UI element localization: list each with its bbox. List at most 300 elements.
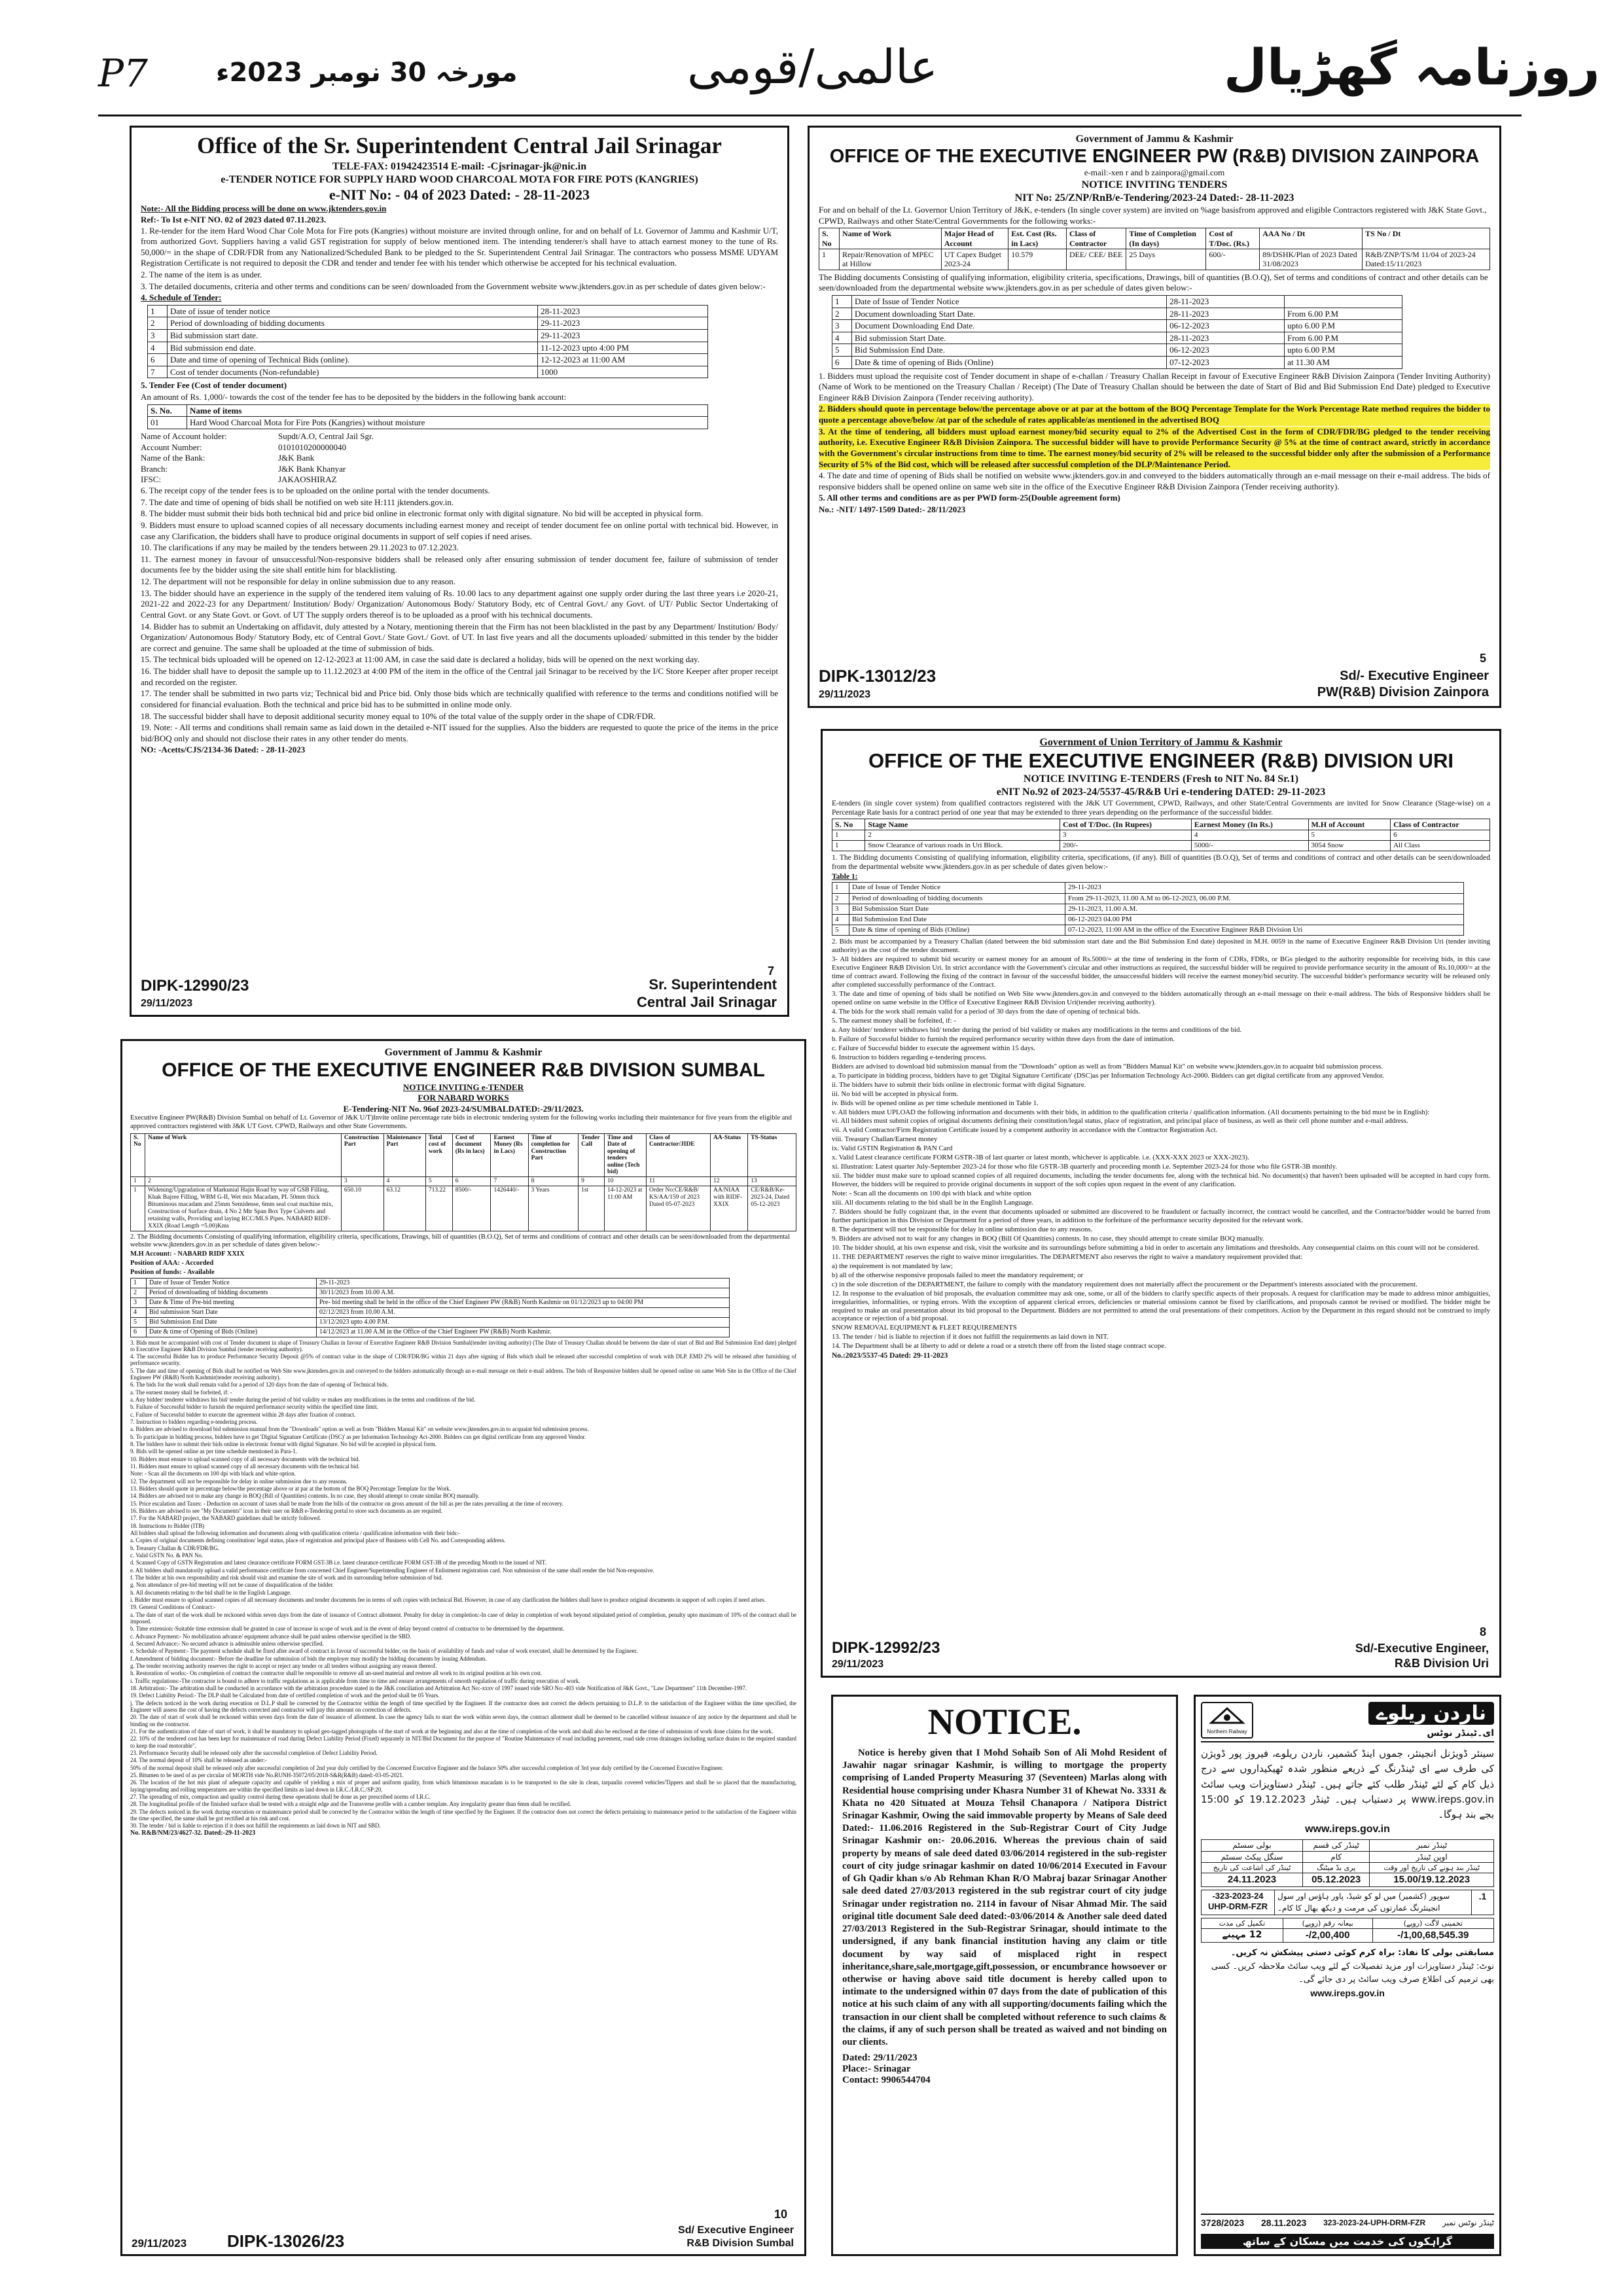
uri-term: c. Failure of Successful bidder to execute the agreement within 15 days. xyxy=(832,1044,1035,1052)
jail-schedule-cell: Cost of tender documents (Non-refundable) xyxy=(168,366,538,378)
rly-h3: بولی سسٹم xyxy=(1202,1840,1303,1851)
zainpora-schedule-cell: 06-12-2023 xyxy=(1167,344,1285,357)
sumbal-col-num: 11 xyxy=(646,1176,710,1186)
sumbal-term: 29. The defects noticed in the work during execution or maintenance period shall be corrected by the Contractor within the length of time specified by the Engineer. If the contractor does not correct the defects pertaining to maintenance period to the satisfaction of the Engineer within the time specified, the same shall be got rectified at his risk and cost. xyxy=(130,1808,796,1822)
jail-schedule-cell: 29-11-2023 xyxy=(538,330,708,342)
sumbal-term: a. The date of start of the work shall be reckoned within seven days from the date of issuance of Contract allotment. Penalty for delay in completion:-In case of delay in completion of work beyond stipulated period of completion, penalty upto maximum of 10% of the contract shall be imposed. xyxy=(130,1611,796,1625)
uri-cell: 200/- xyxy=(1060,841,1191,851)
sumbal-term: 20. The date of start of work shall be reckoned within seven days from the date of issuance of allotment. In case the agency fails to start the work within seven days, the contract allotment shall be deemed to be cancelled without issuance of any notice by the department and shall be binding on the contractor. xyxy=(130,1714,796,1727)
rly-item-no: 1. xyxy=(1472,1890,1494,1915)
sumbal-term: i. Traffic regulations:-The contractor is bound to adhere to traffic regulations as is applicable from time to time and ensure arrangements of smooth regulation of traffic during execution of work. xyxy=(130,1677,580,1684)
col-sno: S. No. xyxy=(148,404,187,417)
jail-para-3: 3. The detailed documents, criteria and other terms and conditions can be seen/ downloaded from the Government website www.jktenders.gov.in as per schedule of dates given below:- xyxy=(141,281,766,291)
rly-period: 12 مہینے xyxy=(1202,1929,1283,1943)
rly-h2: ٹینڈر کی قسم xyxy=(1303,1840,1370,1851)
sumbal-schedule-row xyxy=(131,1327,730,1337)
sumbal-term: 17. For the NABARD project, the NABARD guidelines shall be strictly followed. xyxy=(130,1515,321,1522)
uri-schedule-cell: 29-11-2023, 11.00 A.M. xyxy=(1065,904,1464,914)
uri-schedule-row xyxy=(832,925,1464,936)
sumbal-schedule-cell: 3 xyxy=(131,1298,147,1307)
zainpora-cell: 25 Days xyxy=(1126,249,1206,270)
zainpora-col-head: Name of Work xyxy=(840,228,942,249)
jail-schedule-cell: Bid submission end date. xyxy=(168,342,538,354)
sumbal-pos-funds: Position of funds: - Available xyxy=(130,1268,215,1276)
page-number: P7 xyxy=(98,51,148,96)
railway-note-2: نوٹ: ٹینڈر دستاویزات اور مزید تفصیلات کے لئے ویب سائٹ ملاحظہ کریں۔ کسی بھی ترمیم کی اطلاع صرف ویب سائٹ پر دی جائے گی۔ xyxy=(1211,1961,1494,1985)
jail-schedule-row xyxy=(148,354,708,366)
sumbal-col-head: Time and Date of opening of tenders online (Tech bid) xyxy=(604,1133,646,1176)
zainpora-cell: DEE/ CEE/ BEE xyxy=(1066,249,1126,270)
sumbal-term: 12. The department will not be responsible for delay in online submission due to any reasons. xyxy=(130,1477,348,1485)
sumbal-term: 14. Bidders are advised not to make any change in BOQ (Bill of Quantities) contents. In no case, they should attempt to create similar BOQ manually. xyxy=(130,1492,480,1500)
sumbal-term: 8. The bidders have to submit their bids online in electronic format with digital Signature. No bid will be accepted in physical form. xyxy=(130,1441,437,1448)
jail-fee: An amount of Rs. 1,000/- towards the cost of the tender fee has to be deposited by the bidders in the following bank account: xyxy=(141,392,567,402)
jail-para-2: 2. The name of the item is as under. xyxy=(141,270,262,279)
uri-schedule-cell: Bid Submission Start Date xyxy=(849,904,1065,914)
rly-h1: ٹینڈر نمبر xyxy=(1370,1840,1494,1851)
sumbal-terms xyxy=(130,1339,796,1829)
sumbal-col-head: S. No xyxy=(131,1133,145,1176)
jail-dipk: DIPK-12990/23 xyxy=(141,977,249,995)
uri-term: ix. Valid GSTIN Registration & PAN Card xyxy=(832,1144,953,1153)
sumbal-bidding: 2. The Bidding documents Consisting of qualifying information, eligibility criteria, specifications, Drawings, bill of quantities (B.O.Q), Set of terms and conditions of contract and other details can be seen/downloaded from the departmental website www.jktenders.gov.in as per schedule of dates given below:- xyxy=(130,1233,790,1249)
zainpora-cell: Repair/Renovation of MPEC at Hillow xyxy=(840,249,942,270)
sumbal-term: 11. Bidders must ensure to upload scanned copy of all necessary documents with the technical bid. xyxy=(130,1463,360,1470)
zainpora-schedule-cell: upto 6.00 P.M xyxy=(1285,344,1402,357)
sumbal-term: 19. General Conditions of Contract:- xyxy=(130,1604,216,1611)
jail-bank-value: J&K Bank xyxy=(278,453,315,463)
zainpora-schedule-cell xyxy=(1285,296,1402,308)
rly-published: 24.11.2023 xyxy=(1202,1873,1303,1887)
sumbal-col-num: 12 xyxy=(711,1176,748,1186)
zainpora-schedule-cell: Bid submission Start Date. xyxy=(852,332,1167,344)
rly-emd-label: بیعانہ رقم (روپے) xyxy=(1283,1918,1372,1929)
jail-schedule-cell: Date and time of opening of Technical Bids (online). xyxy=(168,354,538,366)
jail-bank-label: Branch: xyxy=(141,463,168,474)
uri-term: 4. The bids for the work shall remain valid for a period of 30 days from the date of opening of technical bids. xyxy=(832,1008,1141,1016)
sumbal-signatory xyxy=(678,2224,794,2250)
sumbal-col-num: 4 xyxy=(383,1176,425,1186)
sumbal-term: h. All documents relating to the bid shall be in the English Language. xyxy=(130,1589,291,1596)
zainpora-schedule-cell: 28-11-2023 xyxy=(1167,308,1285,320)
jail-signatory xyxy=(637,976,777,1011)
zainpora-govt: Government of Jammu & Kashmir xyxy=(1075,133,1234,145)
sumbal-cell: Order No:CE/R&B/ KS/AA/159 of 2023 Dated 05-07-2023 xyxy=(646,1186,710,1231)
jail-bank-row xyxy=(141,464,778,475)
zainpora-nit: NIT No: 25/ZNP/RnB/e-Tendering/2023-24 Dated:- 28-11-2023 xyxy=(1014,192,1294,203)
sumbal-cell: 63.12 xyxy=(383,1186,425,1231)
sumbal-col-head: Time of completion for Construction Part xyxy=(528,1133,578,1176)
sumbal-for: FOR NABARD WORKS xyxy=(418,1093,509,1103)
sumbal-term: 3. Bids must be accompanied with cost of Tender document in shape of Treasury Challan in favour of Executive Engineer R&B Division Sumbal(tender inviting authority) (The Date of Treasury Challan should be between the date of start of Bid and Bid Submission End date) pledged to Executive Engineer R&B Division Sumbal (tender receiving authority). xyxy=(130,1339,796,1352)
uri-term: 3. The date and time of opening of bids shall be notified on Web Site www.jktenders.gov.in and conveyed to the bidders automatically through an e-mail message on their e-mail address. The bids of Responsive bidders shall be opened online on same website in the Office of Executive Engineer R&B Division Uri(tender receiving authority). xyxy=(832,990,1490,1007)
sumbal-col-head: Construction Part xyxy=(341,1133,383,1176)
sumbal-schedule-cell: Period of downloading of bidding documents xyxy=(147,1288,317,1298)
uri-term: 11. THE DEPARTMENT reserves the right to waive minor irregularities. The DEPARTMENT also reserves the right to waive a mandatory requirement provided that: xyxy=(832,1252,1303,1261)
jail-term: 7. The date and time of opening of bids shall be notified on web site H:111 jktenders.gov.in. xyxy=(141,497,454,507)
uri-date: 29/11/2023 xyxy=(832,1659,884,1670)
uri-col-num: 4 xyxy=(1191,830,1308,841)
jail-term: 15. The technical bids uploaded will be opened on 12-12-2023 at 11:00 AM, in case the said date is declared a holiday, bids will be opened on the next working day. xyxy=(141,654,700,665)
jail-bank-details xyxy=(141,431,778,486)
rly-h5: پری بڈ میٹنگ xyxy=(1303,1863,1370,1873)
sumbal-term: 25. Bitumen to be used of as per circular of MORTH vide No.RUNH-35072/05/2018-S&R(R&B) dated:-03-05-2021. xyxy=(130,1771,404,1778)
railway-table xyxy=(1201,1839,1494,1887)
sumbal-col-head: AA-Status xyxy=(711,1133,748,1176)
uri-term: 6. Instruction to bidders regarding e-tendering process. xyxy=(832,1053,987,1061)
uri-schedule-cell: Period of downloading of bidding documents xyxy=(849,893,1065,904)
sumbal-schedule-cell: 29-11-2023 xyxy=(317,1278,730,1288)
sumbal-term: 18. Instructions to Bidder (ITB) xyxy=(130,1522,205,1529)
sumbal-pos-aaa: Position of AAA: - Accorded xyxy=(130,1259,214,1267)
sumbal-schedule-cell: 5 xyxy=(131,1317,147,1327)
sumbal-col-num: 7 xyxy=(491,1176,528,1186)
sumbal-schedule-cell: Bid submission Start Date xyxy=(147,1307,317,1317)
newspaper-name: روزنامہ گھڑیال xyxy=(1224,38,1600,96)
jail-term: 16. The bidder shall have to deposit the sample up to 11.12.2023 at 4:00 PM of the item in the office of the Central jail Srinagar to be received by the I/C Store Keeper after proper receipt and recorded on the register. xyxy=(141,666,778,687)
sumbal-schedule-cell: 14/12/2023 at 11.00 A.M in the Office of the Chief Engineer PW (R&B) North Kashmir. xyxy=(317,1327,730,1337)
jail-term: 18. The successful bidder shall have to deposit additional security money equal to 10% of the total value of the supply order in the shape of CDR/FDR. xyxy=(141,711,656,721)
jail-bank-label: IFSC: xyxy=(141,474,162,485)
jail-schedule-cell: 12-12-2023 at 11:00 AM xyxy=(538,354,708,366)
sumbal-term: 6. The bids for the work shall remain valid for a period of 120 days from the date of opening of Technical bids. xyxy=(130,1381,388,1388)
sumbal-schedule-cell: Pre- bid meeting shall be held in the office of the Chief Engineer PW (R&B) North Kashmir on 01/12/2023 up to 04:00 PM xyxy=(317,1298,730,1307)
rly-tender-no: 323-2023-24-UHP-DRM-FZR xyxy=(1202,1890,1275,1915)
zainpora-col-head: Major Head of Account xyxy=(941,228,1008,249)
railway-logo xyxy=(1201,1702,1253,1739)
sumbal-ref-no: No. R&B/NM/23/4627-32. Dated:-29-11-2023 xyxy=(130,1829,256,1837)
zainpora-notice-head: NOTICE INVITING TENDERS xyxy=(1081,179,1228,190)
uri-term: Note: - Scan all the documents on 100 dpi with black and white option xyxy=(832,1190,1031,1198)
zainpora-ref-no: No.: -NIT/ 1497-1509 Dated:- 28/11/2023 xyxy=(819,504,966,515)
uri-term: SNOW REMOVAL EQUIPMENT & FLEET REQUIREMENTS xyxy=(832,1324,1017,1332)
jail-bank-value: J&K Bank Khanyar xyxy=(278,463,346,474)
zainpora-title: OFFICE OF THE EXECUTIVE ENGINEER PW (R&B) DIVISION ZAINPORA xyxy=(829,146,1480,167)
uri-intro: E-tenders (in single cover system) from qualified contractors registered with the J&K UT Government, CPWD, Railways, and other State/Central Governments are invited for Snow Clearance (Stage-wise) on a Percentage Rate basis for a contract period of one year that may be extended to three years depending on the performance of the successful bidder. xyxy=(832,799,1490,817)
uri-col-head: Stage Name xyxy=(865,819,1060,830)
sumbal-col-head: Maintenance Part xyxy=(383,1133,425,1176)
uri-term: xii. The bidder must make sure to upload scanned copies of all required documents, including the tender documents fee, along with the technical bid. No document(s) that haven't been uploaded will be accepted in hard copy form. However, the bidders will be required to provide original documents in support of the soft copies upon request in the event of any clarification. xyxy=(832,1172,1490,1189)
railway-footer-tender: 323-2023-24-UPH-DRM-FZR xyxy=(1323,2218,1426,2227)
rly-v1: اوپن ٹینڈر xyxy=(1370,1851,1494,1862)
uri-term: ii. The bidders have to submit their bids online in electronic format with digital Signature. xyxy=(832,1080,1086,1089)
zainpora-schedule-cell: 07-12-2023 xyxy=(1167,357,1285,369)
jail-schedule-row xyxy=(148,330,708,342)
sumbal-govt: Government of Jammu & Kashmir xyxy=(384,1047,543,1058)
uri-term: 13. The tender / bid is liable to rejection if it does not fulfill the requirements as laid down in NIT. xyxy=(832,1333,1109,1341)
uri-term: x. Valid Latest clearance certificate FORM GSTR-3B of last quarter or latest month, whichever is applicable. i.e. (XXX-XXX 2023 or XXX-2023). xyxy=(832,1154,1249,1162)
jail-schedule-cell: 29-11-2023 xyxy=(538,317,708,330)
uri-nit: eNIT No.92 of 2023-24/5537-45/R&B Uri e-tendering DATED: 29-11-2023 xyxy=(996,786,1326,798)
railway-note-1: مسابقتی بولی کا نفاذ: براہ کرم کوئی دستی پیشکش نہ کریں۔ xyxy=(1230,1948,1494,1958)
rly-period-label: تکمیل کی مدت xyxy=(1202,1918,1283,1929)
sumbal-term: d. Scanned Copy of GSTN Registration and latest clearance certificate FORM GST-3B i.e. latest clearance certificate FORM GST-3B of the preceding Month to the issued of NIT. xyxy=(130,1559,547,1566)
sumbal-col-head: Name of Work xyxy=(145,1133,341,1176)
uri-title: OFFICE OF THE EXECUTIVE ENGINEER (R&B) DIVISION URI xyxy=(868,749,1454,772)
section-title: عالمی/قومی xyxy=(687,39,938,94)
jail-items-table xyxy=(147,404,708,429)
zainpora-col-head: Time of Completion (In days) xyxy=(1126,228,1206,249)
uri-table1-label: Table 1: xyxy=(832,873,858,881)
sumbal-cell: 14-12-2023 at 11:00 AM xyxy=(604,1186,646,1231)
jail-schedule-cell: 2 xyxy=(148,317,168,330)
uri-cell: 1 xyxy=(832,841,865,851)
sumbal-term: b. Treasury Challan & CDR/FDR/BG. xyxy=(130,1544,220,1551)
sumbal-schedule-row xyxy=(131,1278,730,1288)
uri-col-head: Cost of T/Doc. (In Rupees) xyxy=(1060,819,1191,830)
zainpora-schedule-cell: at 11.30 AM xyxy=(1285,357,1402,369)
sumbal-schedule-table xyxy=(130,1278,730,1337)
sumbal-term: c. Valid GSTN No. & PAN No. xyxy=(130,1552,204,1559)
zainpora-cond-5: 5. All other terms and conditions are as per PWD form-25(Double agreement form) xyxy=(819,493,1120,503)
uri-schedule-cell: Date of Issue of Tender Notice xyxy=(849,883,1065,893)
zainpora-email: e-mail:-xen r and b zainpora@gmail.com xyxy=(1084,168,1225,178)
uri-term: b) all of the otherwise responsive proposals failed to meet the mandatory requirement; or xyxy=(832,1271,1084,1279)
masthead-rule xyxy=(98,115,1522,116)
jail-bank-value: JAKAOSHIRAZ xyxy=(278,474,337,485)
sumbal-col-head: Earnest Money (Rs in Lacs) xyxy=(491,1133,528,1176)
uri-ref-no: No.:2023/5537-45 Dated: 29-11-2023 xyxy=(832,1352,948,1360)
jail-term: 13. The bidder should have an experience in the supply of the tendered item valuing of Rs. 10.00 lacs to any department against one supply order during the last three years i.e 2020-21, 2021-22 and 2022-23 for any Department/ Institution/ Body/ Organization/ Autonomous Body/ Statutory Body, etc of Central Govt./ any Govt. of UT/ Public Sector Undertaking of Central Govt. or any State Govt. or Govt. of UT The supply orders thereof is to be uploaded as a proof with his technical documents. xyxy=(141,588,778,620)
sumbal-term: e. All bidders shall mandatorily upload a valid performance certificate from concerned Chief Engineer/Superintending Engineer of Enlistment registration card. Non submission of the same shall render the bid Non-responsive. xyxy=(130,1566,654,1574)
railway-logo-icon xyxy=(1209,1706,1245,1725)
uri-cell: 5000/- xyxy=(1191,841,1308,851)
uri-term: 2. Bids must be accompanied by a Treasury Challan (dated between the bid submission start date and the Bid Submission End date) deposited in M.H. 0059 in the name of Executive Engineer R&B Division Uri (tender inviting authority) as the cost of the tender document. xyxy=(832,938,1490,955)
uri-term: v. All bidders must UPLOAD the following information and documents with their bids, in addition to the qualification criteria / qualification information. (All documents pertaining to the bid must be in English): xyxy=(832,1108,1430,1116)
sumbal-notice-head: NOTICE INVITING e-TENDER xyxy=(402,1082,524,1092)
zainpora-schedule-cell: 28-11-2023 xyxy=(1167,296,1285,308)
sumbal-cell: 713.22 xyxy=(425,1186,452,1231)
sumbal-term: 24. The normal deposit of 10% shall be released as under:- xyxy=(130,1757,267,1764)
sumbal-term: 19. Defect Liability Period:- The DLP shall be Calculated from date of certified completion of work and the period shall be 05 Years. xyxy=(130,1692,440,1699)
sumbal-term: f. Amendment of bidding document:- Before the deadline for submission of bids the employer may modify the bidding documents by issuing Addendum. xyxy=(130,1655,487,1662)
sumbal-cell: 1st xyxy=(579,1186,605,1231)
sumbal-col-num: 3 xyxy=(341,1176,383,1186)
notice-contact: Contact: 9906544704 xyxy=(842,2075,931,2086)
jail-bank-label: Account Number: xyxy=(141,442,202,452)
rly-closing: 15.00/19.12.2023 xyxy=(1370,1873,1494,1887)
railway-work-table xyxy=(1201,1890,1494,1915)
zainpora-schedule-cell: 6 xyxy=(832,357,852,369)
railway-footer-urdu: ٹینڈر نوٹس نمبر xyxy=(1442,2218,1494,2227)
sumbal-term: 22. 10% of the tendered cost has been kept for maintenance of road during Defect Liability Period (Fixed) separately in NIT/Bid Document for the purpose of "Routine Maintenance of road including pavement, road side cross drainages including surface drains to the required standard to keep the road motorable". xyxy=(130,1735,796,1749)
rly-emd: 2,00,400/- xyxy=(1283,1929,1372,1943)
uri-schedule-cell: From 29-11-2023, 11.00 A.M to 06-12-2023, 06.00 P.M. xyxy=(1065,893,1464,904)
sumbal-term: a. The earnest money shall be forfeited, if: - xyxy=(130,1388,232,1396)
zainpora-col-head: TS No / Dt xyxy=(1363,228,1490,249)
uri-term: Bidders are advised to download bid submission manual from the "Downloads" option as well as from "Bidders Manual Kit" on website www.jktenders.gov.in to acquaint bid submission process. xyxy=(832,1062,1383,1070)
sumbal-col-head: Cost of document (Rs in lacs) xyxy=(452,1133,491,1176)
sumbal-cell: 1426440/- xyxy=(491,1186,528,1231)
railway-website: www.ireps.gov.in xyxy=(1305,1824,1390,1835)
sumbal-sign-2: R&B Division Sumbal xyxy=(687,2238,794,2249)
zainpora-schedule-row xyxy=(832,296,1402,308)
jail-schedule-row xyxy=(148,317,708,330)
sumbal-term: 28. The longitudinal profile of the finished surface shall be tested with a straight edge and the Transverse profile with a camber template. Any irregularity greater than 6mm shall be rectified. xyxy=(130,1801,571,1808)
zainpora-schedule-row xyxy=(832,344,1402,357)
zainpora-signatory xyxy=(1317,668,1489,701)
notice-body: Notice is hereby given that I Mohd Sohaib Son of Ali Mohd Resident of Jawahir nagar srinagar Kashmir, is willing to mortgage the property comprising of Landed Property Measuring 37 (Seventeen) Marlas along with Residential house comprising under Khasra Number 31 of Khewat No. 3331 & Khata no 420 Situated at Mouza Tehsil Chanapora / Natipora District Srinagar Kashmir, Owing the said immovable property by Means of Sale deed Dated:- 11.06.2016 Registered in the Sub-Registrar Court of City Judge Srinagar Kashmir on:- 20.06.2016. Whereas the previous chain of said property by means of sale deed dated 03/06/2014 registered in the sub-register court of city judge srinagar kashmir on dated 10/06/2014 Executed in Favour of Gh Qadir khan s/o Ab Rehman Khan R/O Mabraj bazar Srinagar Another sale deed dated 27/03/2013 registered in the sub registrar court of city judge Srinagar under registration no. 2114 in favour of Nisar Ahmad Mir. The said original title document Sale deed dated:-03/06/2014 & Another sale deed dated 27/03/2013 Registered in the Sub-Registrar Srinagar, should intimate to the undersigned, if any bank financial institution having any claim or title document by way said of misplaced right in respect inheritance,share,sale,mortgage,gift,possession, or encumbrance howsoever or otherwise or having above said title document is hereby called upon to intimate to the undersigned within 07 days from the date of publication of this notice at his such claim of any with all supporting/documents failing which the transaction in our client shall be completed without reference to such claims & the claims, if any of such person shall be treated as waived and not binding on our clients. xyxy=(842,1747,1167,2048)
sumbal-term: 21. For the authentication of date of start of work, it shall be mandatory to upload geo-tagged photographs of the start of work at the beginning and also at the time of completion of the work and shall also be enclosed at the time of submission of work done claims for the work. xyxy=(130,1727,774,1735)
sumbal-dipk: DIPK-13026/23 xyxy=(227,2231,345,2251)
sumbal-col-head: TS-Status xyxy=(748,1133,796,1176)
sumbal-term: 27. The spreading of mix, compaction and quality control during these operations shall be done as per prescribed norms of I.R.C. xyxy=(130,1793,431,1800)
uri-term: 12. In response to the evaluation of bid proposals, the evaluation committee may ask one, some, or all of the bidders to clarify specific aspects of their proposals. A request for clarification may be made to address minor ambiguities, irregularities, informalities, or typing errors. With the exception of apparent clerical errors, deficiencies or material omissions cannot be fixed by clarifications, and proposals cannot be revised or modified. The bidder might be required to make an oral presentation about its bid proposal to the Department. Bidders are not permitted to attend the oral presentations of their competitors. Action by the Department in this regard should not be construed to imply acceptance or rejection of a bid proposal. xyxy=(832,1289,1490,1323)
sumbal-term: 7. Instruction to bidders regarding e-tendering process. xyxy=(130,1419,258,1426)
rly-v3: سنگل پیکٹ سسٹم xyxy=(1202,1851,1303,1862)
uri-schedule-cell: 07-12-2023, 11:00 AM in the office of the Executive Engineer R&B Division Uri xyxy=(1065,925,1464,936)
uri-cell: Snow Clearance of various roads in Uri Block. xyxy=(865,841,1060,851)
uri-term: a) the requirement is not mandated by law; xyxy=(832,1262,953,1270)
sumbal-term: a. Bidders are advised to download bid submission manual from the "Downloads" option as well as from "Bidders Manual Kit" on website www.jktenders.gov.in to acquaint bid submission process. xyxy=(130,1426,589,1433)
zainpora-col-head: AAA No / Dt xyxy=(1260,228,1363,249)
rly-cost-label: تخمینی لاگت (روپے) xyxy=(1372,1918,1493,1929)
sumbal-term: 15. Price escalation and Taxes: - Deduction on account of taxes shall be made from the bills of the contractor on gross amount of the bill as per the rates prevailing at the time of recovery. xyxy=(130,1500,563,1507)
sumbal-schedule-cell: Date of Issue of Tender Notice xyxy=(147,1278,317,1288)
sumbal-term: b. To participate in bidding process, bidders have to get 'Digital Signature Certificate (DSC)' as per Information Technology Act-2000. Bidders can get digital certificate from any approved Vendor. xyxy=(130,1433,586,1440)
jail-note: Note:- All the Bidding process will be done on www.jktenders.gov.in xyxy=(141,203,387,214)
railway-slogan: گراہکوں کی خدمت میں مسکان کے ساتھ xyxy=(1201,2234,1494,2249)
sumbal-term: 10. Bidders must ensure to upload scanned copy of all necessary documents with the technical bid. xyxy=(130,1455,360,1462)
rly-cost: 1,00,68,545.39/- xyxy=(1372,1929,1493,1943)
sumbal-term: h. Restoration of works:- On completion of contract the contractor shall be responsible to remove all un-used material and restore all work to its original position at his own cost. xyxy=(130,1670,543,1677)
jail-para-1: 1. Re-tender for the item Hard Wood Char Cole Mota for Fire pots (Kangries) without moisture are invited through online, for and on behalf of Lt. Governor of Jammu and Kashmir U/T, from authorized Govt. Suppliers having a valid GST registration for supply of below mentioned item. The intending tenderer/s shall have to attach earnest money to the tune of Rs. 50,000/= in the shape of CDR/FDR from any Nationalized/Scheduled Bank to be pledged to the Sr. Superintendent Central Jail Srinagar. The contractors who possess MSME UDYAM Registration Certificate is not required to deposit the CDR and tender and tender fee with his tender which otherwise be accepted for his technical evaluation. xyxy=(141,225,778,268)
jail-terms xyxy=(141,486,778,744)
rly-h6: ٹینڈر کی اشاعت کی تاریخ xyxy=(1202,1863,1303,1873)
notice-dated: Dated: 29/11/2023 xyxy=(842,2053,918,2064)
jail-term: 17. The tender shall be submitted in two parts viz; Technical bid and Price bid. Only those bids which are technically qualified with reference to the terms and conditions notified will be considered for financial evaluation. Both the technical and price bid has to be submitted in online mode only. xyxy=(141,688,778,709)
jail-bank-value: Supdt/A.O, Central Jail Sgr. xyxy=(278,431,374,441)
jail-bank-row xyxy=(141,431,778,442)
sumbal-col-head: Total cost of work xyxy=(425,1133,452,1176)
sumbal-cell: 1 xyxy=(131,1186,145,1231)
uri-col-num: 5 xyxy=(1308,830,1391,841)
uri-schedule-cell: 3 xyxy=(832,904,849,914)
zainpora-cond-2: 2. Bidders should quote in percentage below/the percentage above or at par at the bottom of the BOQ Percentage Template for the Work Percentage Rate method requires the bidder to quote a percentage above/below /at par of the schedule of rates applicable/as mentioned in the advertised BOQ xyxy=(819,404,1490,425)
railway-header: ناردن ریلوے xyxy=(1368,1702,1494,1725)
uri-schedule-cell: Date & time of opening of Bids (Online) xyxy=(849,925,1065,936)
uri-schedule-row xyxy=(832,883,1464,893)
sumbal-cell: CE/R&B/Ke-2023-24, Dated 05-12-2023 xyxy=(748,1186,796,1231)
uri-schedule-cell: 2 xyxy=(832,893,849,904)
uri-bidding: 1. The Bidding documents Consisting of qualifying information, eligibility criteria, specifications, (if any). Bill of quantities (B.O.Q), Set of terms and conditions of contract and other details can be seen/downloaded from the departmental website www.jktenders.gov.in as per schedule of dates given below:- xyxy=(832,854,1490,872)
item-sno: 01 xyxy=(148,417,187,429)
uri-schedule-cell: 06-12-2023 04.00 PM xyxy=(1065,915,1464,925)
uri-term: vii. A valid Contractor/Firm Registration Certificate issued by a competent authority in accordance with the Contractor Registration Act. xyxy=(832,1126,1218,1135)
sumbal-mark: 10 xyxy=(774,2208,787,2221)
jail-schedule-cell: 1 xyxy=(148,305,168,317)
uri-term: vi. All bidders must submit copies of original documents defining their constitution/legal status, place of registration, and principal place of business, as well as their cell phone number and e-mail address. xyxy=(832,1117,1408,1125)
sumbal-term: Note: - Scan all the documents on 100 dpi with black and white option. xyxy=(130,1470,296,1477)
sumbal-term: 30. The tender / bid is liable to rejection if it does not fulfill the requirements as laid down in NIT and SBD. xyxy=(130,1822,381,1829)
uri-schedule-cell: 4 xyxy=(832,915,849,925)
zainpora-cell: 89/DSHK/Plan of 2023 Dated 31/08/2023 xyxy=(1260,249,1363,270)
sumbal-term: 16. Bidders are advised to see "My Documents" icon in their user on R&B e-Tendering portal to store such documents as are required. xyxy=(130,1508,442,1515)
uri-col-num: 2 xyxy=(865,830,1060,841)
sumbal-works-table xyxy=(130,1133,796,1231)
jail-term: 14. Bidder has to submit an Undertaking on affidavit, duly attested by a Notary, mentioning therein that the Firm has not been blacklisted in the past by any Department/ Institution/ Body/ Organization/ Autonomous Body/ Statutory Body, etc of Central Govt./ State Govt./ Govt. of UT. In last five years and all the documents uploaded/ submitted in this tender by the bidder are correct and genuine. The same shall be uploaded at the time of submission of bids. xyxy=(141,621,778,653)
sumbal-term: 26. The location of the hot mix plant of adequate capacity and capable of yielding a mix of proper and uniform quality, from which bituminous macadam is to be transported to the site in clean, tarpaulin covered vehicles/Tippers and shall be so placed that the manufacturing, laying/spreading and rolling temperatures are within the specified limits as laid down in I.R.C./I.R.C./SP:20. xyxy=(130,1779,796,1793)
masthead-date: مورخہ 30 نومبر 2023ء xyxy=(216,58,518,88)
mortgage-notice xyxy=(831,1695,1178,2256)
sumbal-nit: E-Tendering-NIT No. 96of 2023-24/SUMBALDATED:-29/11/2023. xyxy=(343,1103,584,1114)
zainpora-sign-2: PW(R&B) Division Zainpora xyxy=(1317,685,1489,699)
uri-tender-notice xyxy=(821,729,1501,1678)
uri-govt: Government of Union Territory of Jammu & Kashmir xyxy=(1039,737,1283,748)
zainpora-schedule-cell: 1 xyxy=(832,296,852,308)
sumbal-term: e. Schedule of Payment:- The payment schedule shall be fixed after award of contract in favour of successful bidder, on the basis of availability of funds and value of work executed, shall be determined by the Engineer. xyxy=(130,1648,638,1655)
sumbal-schedule-cell: Date & time of Opening of Bids (Online) xyxy=(147,1327,317,1337)
uri-term: xiii. All documents relating to the bid shall be in the English Language. xyxy=(832,1199,1034,1207)
sumbal-term: b. Time extension:-Suitable time extension shall be granted in case of increase in scope of work and in the event of delay beyond control of contractor to be determined by the department. xyxy=(130,1625,565,1633)
sumbal-intro: Executive Engineer PW(R&B) Division Sumbal on behalf of Lt. Governor of J&K U/T)Invite online percentage rate bids in electronic tendering system for the following works including their maintenance for five years from the eligible and approved contractors registered with J&K UT Govt. CPWD, Railways and other State Governments. xyxy=(130,1114,792,1131)
sumbal-term: 23. Performance Security shall be released only after the successful completion of Defect Liability Period. xyxy=(130,1749,378,1756)
sumbal-term: c. Advance Payment:- No mobilization advance/ equipment advance shall be paid unless otherwise specified in the SBD. xyxy=(130,1633,412,1640)
sumbal-schedule-row xyxy=(131,1307,730,1317)
uri-col-head: M.H of Account xyxy=(1308,819,1391,830)
sumbal-tender-notice xyxy=(120,1039,806,2256)
jail-sign-2: Central Jail Srinagar xyxy=(637,993,777,1010)
masthead xyxy=(0,0,1623,118)
uri-schedule-row xyxy=(832,915,1464,925)
uri-schedule-row xyxy=(832,904,1464,914)
zainpora-date: 29/11/2023 xyxy=(819,689,871,700)
jail-nit: e-NIT No: - 04 of 2023 Dated: - 28-11-2023 xyxy=(329,186,590,203)
sumbal-term: g. Non attendance of pre-bid meeting will not be cause of disqualification of the bidder. xyxy=(130,1581,334,1589)
uri-term: viii. Treasury Challan/Earnest money xyxy=(832,1135,938,1144)
sumbal-schedule-cell: 13/12/2023 upto 4.00 P.M. xyxy=(317,1317,730,1327)
sumbal-schedule-cell: 1 xyxy=(131,1278,147,1288)
zainpora-mark: 5 xyxy=(1479,652,1486,665)
sumbal-col-num: 6 xyxy=(452,1176,491,1186)
uri-term: 5. The earnest money shall be forfeited, if: - xyxy=(832,1017,956,1025)
uri-term: 8. The department will not be responsible for delay in online submission due to any reasons. xyxy=(832,1225,1093,1233)
zainpora-schedule-cell: Bid Submission End Date. xyxy=(852,344,1167,357)
sumbal-col-num: 1 xyxy=(131,1176,145,1186)
zainpora-col-head: Class of Contractor xyxy=(1066,228,1126,249)
sumbal-term: 4. The successful Bidder has to produce Performance Security Deposit @5% of contract value in the shape of CDR/FDR/BG within 21 days after signing of Bids which shall be released after successful completion of work with DLP. EMD 2% will be released after furnishing of performance security. xyxy=(130,1353,796,1367)
jail-term: 9. Bidders must ensure to upload scanned copies of all necessary documents including earnest money and receipt of tender document fee on online portal with technical bid. However, in case any Clarification, the bidders shall have to produce original documents in support of self copies if need arises. xyxy=(141,520,778,541)
item-name: Hard Wood Charcoal Mota for Fire Pots (Kangries) without moisture xyxy=(187,417,708,429)
sumbal-term: All bidders shall upload the following information and documents along with qualification criteria / qualification information with their bids:- xyxy=(130,1530,460,1537)
zainpora-cell: 600/- xyxy=(1206,249,1260,270)
jail-title: Office of the Sr. Superintendent Central Jail Srinagar xyxy=(197,133,722,158)
uri-term: c) in the sole discretion of the DEPARTMENT, the failure to comply with the mandatory requirement does not materially affect the procurement or the Department's interests associated with the procurement. xyxy=(832,1280,1418,1288)
jail-schedule-cell: 7 xyxy=(148,366,168,378)
jail-date: 29/11/2023 xyxy=(141,998,193,1009)
zainpora-col-head: Est. Cost (Rs. in Lacs) xyxy=(1008,228,1067,249)
jail-bank-value: 0101010200000040 xyxy=(278,442,346,452)
uri-terms xyxy=(832,938,1490,1351)
uri-col-head: Class of Contractor xyxy=(1391,819,1490,830)
zainpora-intro: For and on behalf of the Lt. Governor Union Territory of J&K, e-tenders (In single cover system) are invited on %age basisfrom approved and eligible Contractors registered with J&K State Govt., CPWD, Railways and other State/Central Governments for the following works:- xyxy=(819,204,1487,226)
sumbal-schedule-row xyxy=(131,1298,730,1307)
zainpora-works-table xyxy=(819,228,1490,270)
sumbal-schedule-cell: 02/12/2023 from 10.00 A.M. xyxy=(317,1307,730,1317)
jail-schedule-row xyxy=(148,366,708,378)
jail-sign-1: Sr. Superintendent xyxy=(649,976,777,993)
sumbal-date: 29/11/2023 xyxy=(132,2237,187,2250)
jail-para-5: 5. Tender Fee (Cost of tender document) xyxy=(141,380,287,391)
zainpora-schedule-cell: Document Downloading End Date. xyxy=(852,320,1167,332)
sumbal-term: g. The tender receiving authority reserves the right to accept or reject any tender or all tenders without assigning any reason thereof. xyxy=(130,1662,437,1669)
uri-term: a. Any bidder/ tenderer withdraws bid/ tender during the period of bid validity or makes any modifications in the terms and conditions of the bid. xyxy=(832,1025,1242,1034)
uri-schedule-cell: 1 xyxy=(832,883,849,893)
uri-schedule-cell: 5 xyxy=(832,925,849,936)
zainpora-schedule-cell: upto 6.00 P.M xyxy=(1285,320,1402,332)
railway-footer-date: 28.11.2023 xyxy=(1261,2217,1307,2228)
zainpora-tender-notice xyxy=(808,126,1501,708)
